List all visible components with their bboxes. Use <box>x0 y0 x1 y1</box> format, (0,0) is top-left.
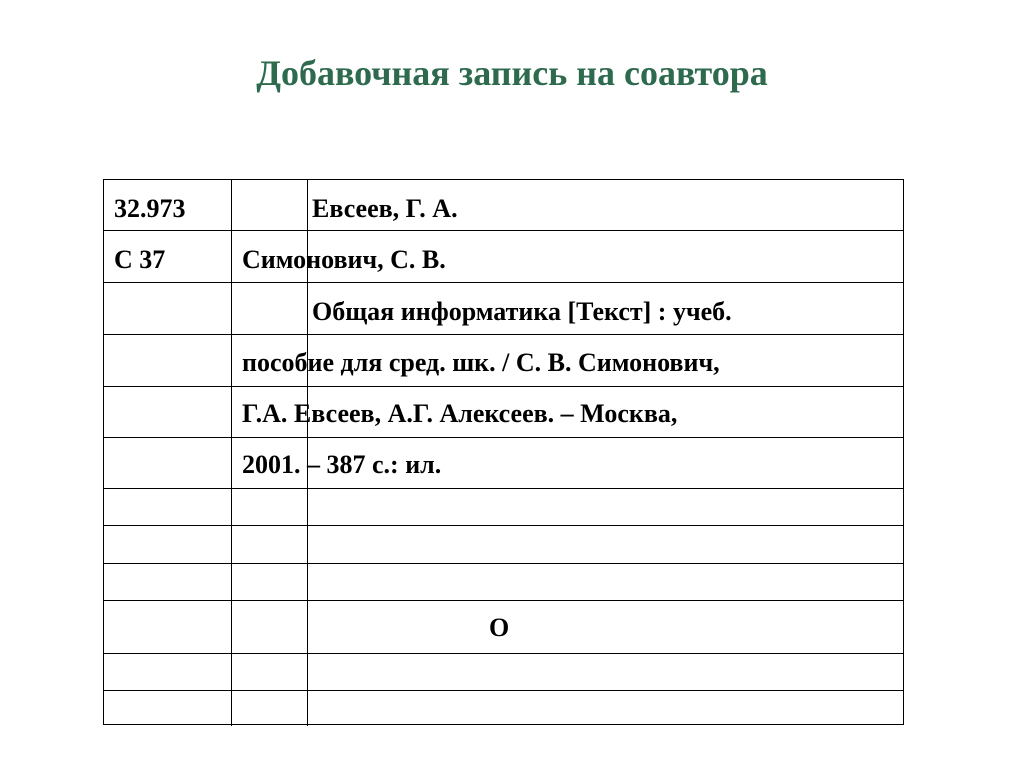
card-rule <box>104 437 903 438</box>
card-rule <box>104 230 903 231</box>
card-rule <box>104 282 903 283</box>
card-column-rule <box>231 180 232 726</box>
catalog-card <box>103 179 904 725</box>
card-rule <box>104 563 903 564</box>
description-line: Г.А. Евсеев, А.Г. Алексеев. – Москва, <box>242 399 678 428</box>
card-rule <box>104 488 903 489</box>
entry-heading: Евсеев, Г. А. <box>312 194 458 223</box>
card-rule <box>104 653 903 654</box>
author-mark: С 37 <box>114 245 166 274</box>
class-index: 32.973 <box>114 194 186 223</box>
card-rule <box>104 690 903 691</box>
imprint-line: 2001. – 387 с.: ил. <box>242 450 442 479</box>
author-line: Симонович, С. В. <box>242 245 446 274</box>
title-line: Общая информатика [Текст] : учеб. <box>312 297 732 326</box>
card-rule <box>104 334 903 335</box>
card-rule <box>104 386 903 387</box>
description-line: пособие для сред. шк. / С. В. Симонович, <box>242 348 720 377</box>
card-rule <box>104 600 903 601</box>
page-title: Добавочная запись на соавтора <box>256 53 768 93</box>
card-rule <box>104 525 903 526</box>
card-hole-mark: О <box>489 613 510 642</box>
